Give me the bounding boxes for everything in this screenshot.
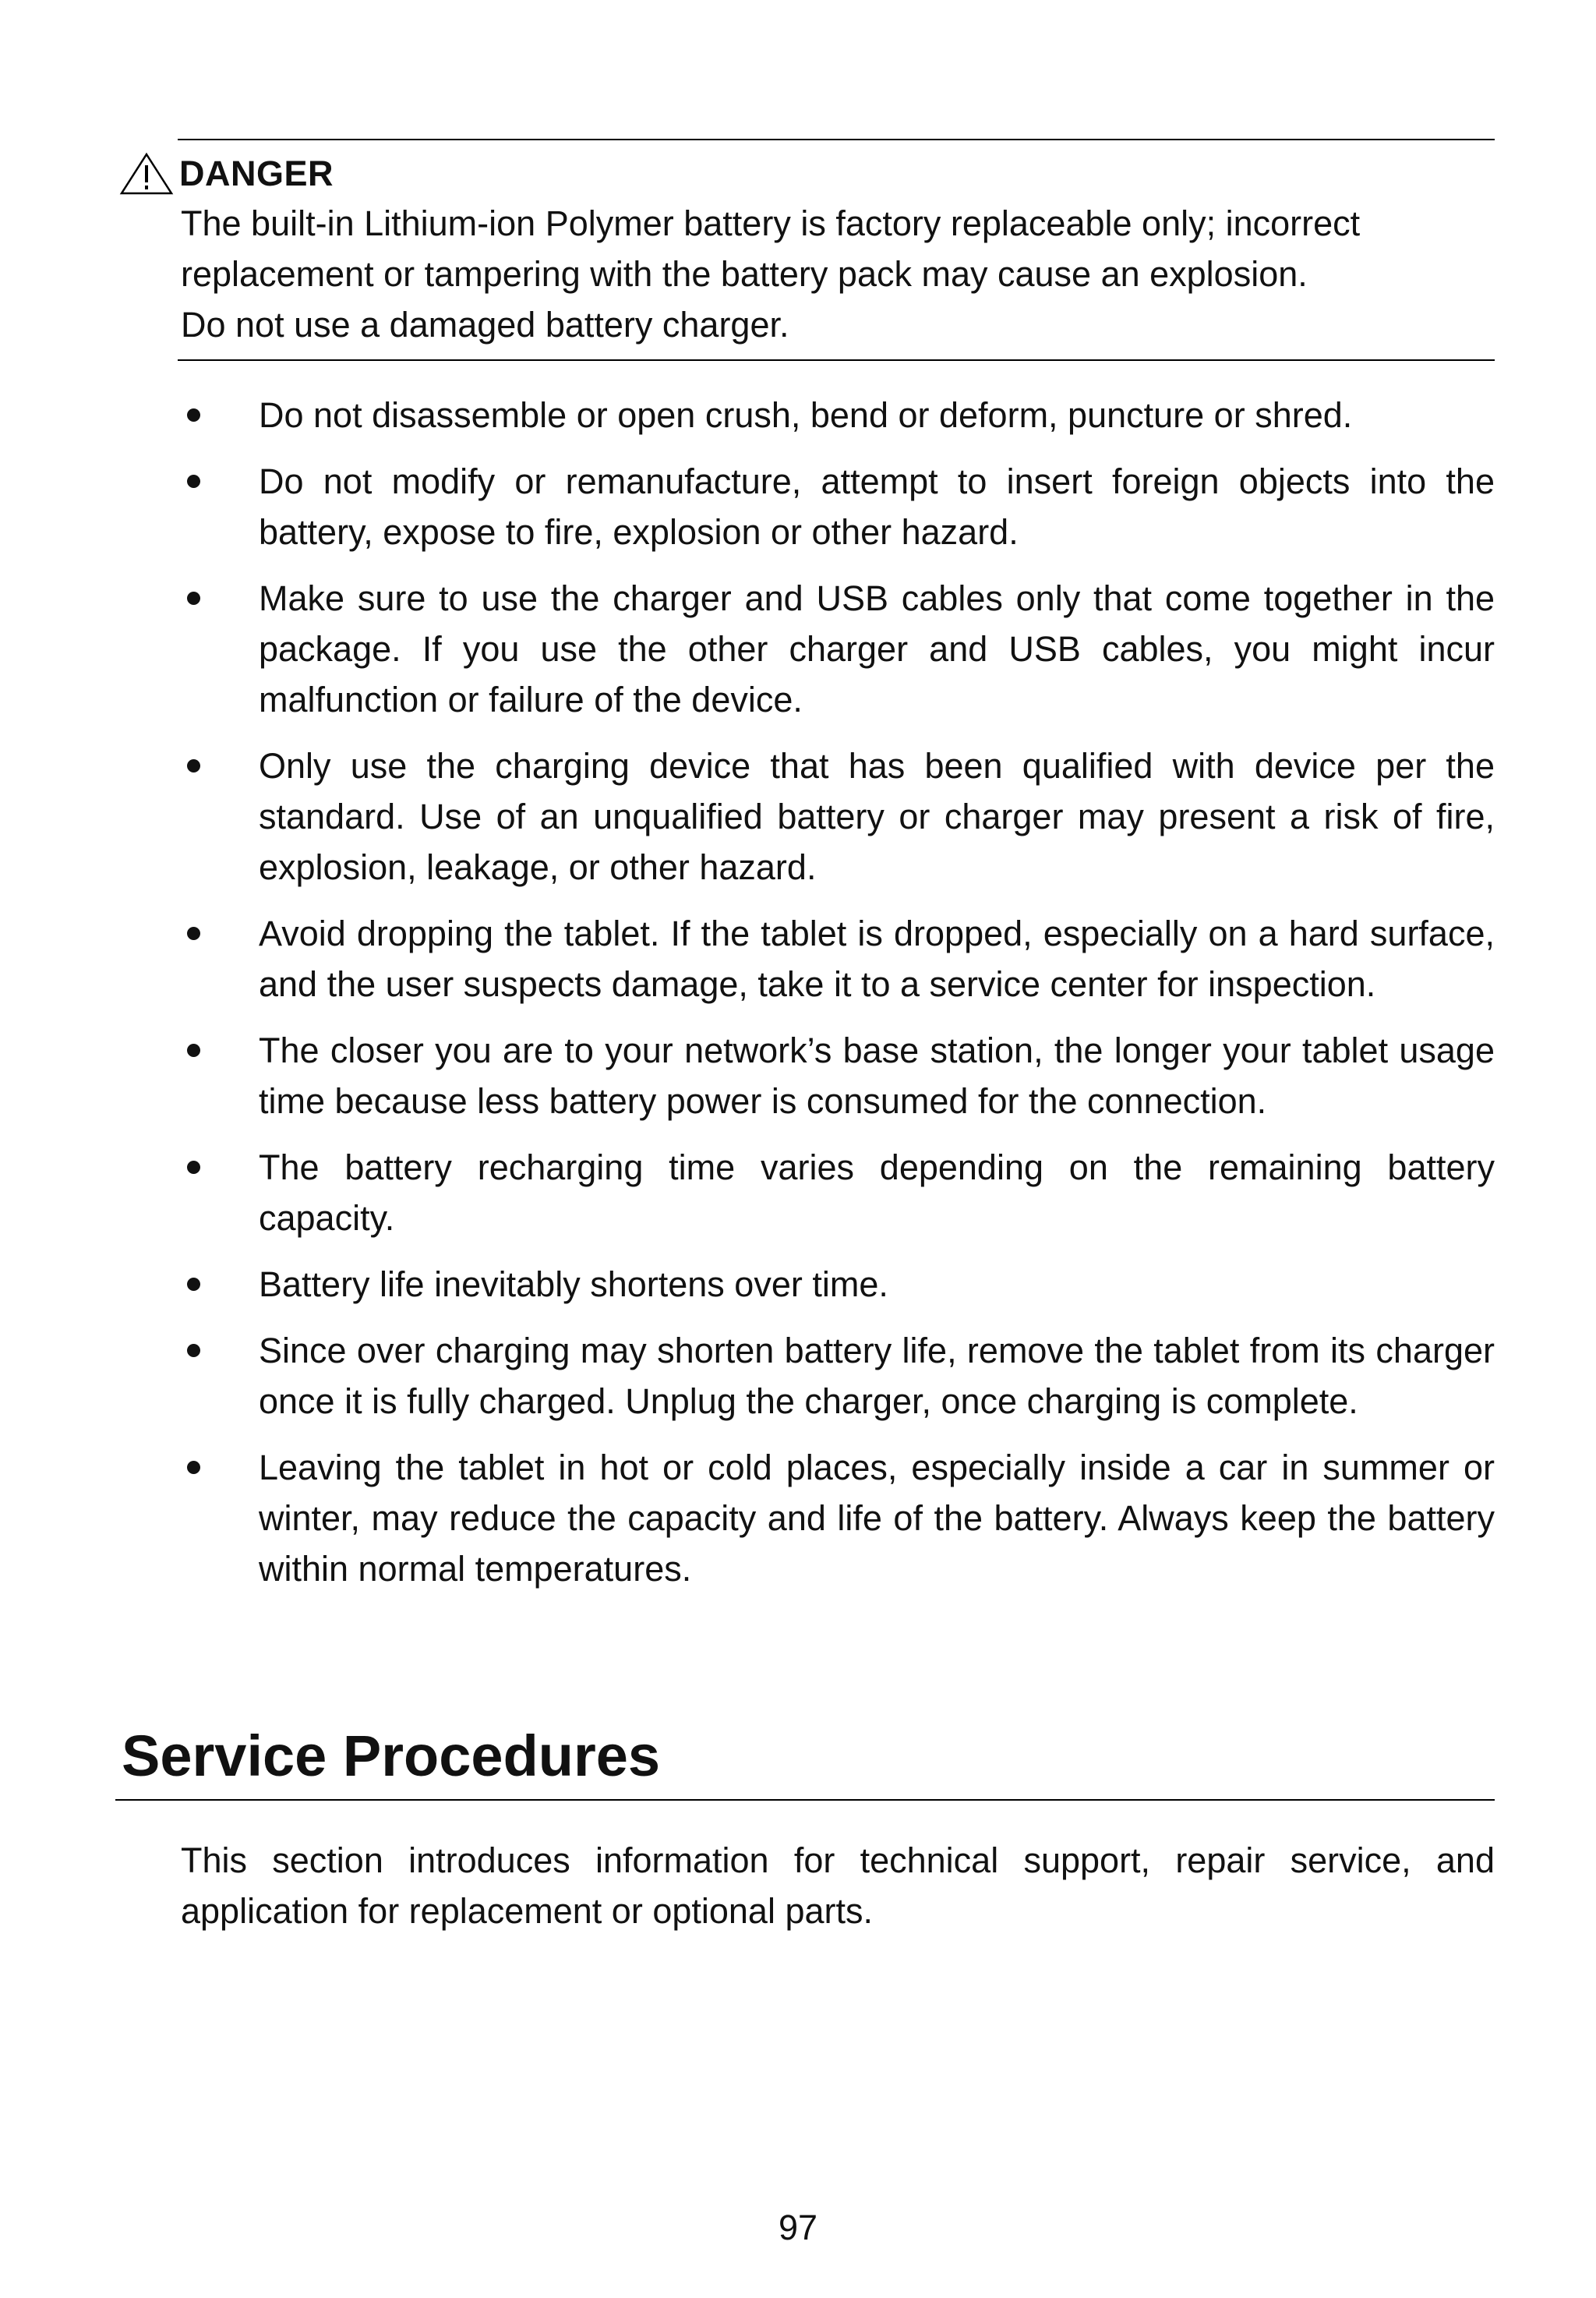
list-item bbox=[178, 741, 1495, 893]
bullet-icon bbox=[187, 592, 200, 605]
bullet-icon bbox=[187, 408, 200, 422]
danger-title: DANGER bbox=[179, 154, 334, 193]
page-number: 97 bbox=[778, 2208, 818, 2247]
list-item bbox=[178, 908, 1495, 1009]
list-item-text: Only use the charging device that has been qualified with device per the standard. Use of an unqualified battery or charger may present a risk of fire, explosion, leakage, or other hazard. bbox=[259, 746, 1495, 887]
list-item bbox=[178, 1142, 1495, 1243]
section-intro: This section introduces information for technical support, repair service, and application for replacement or optional parts. bbox=[181, 1840, 1495, 1931]
section-heading: Service Procedures bbox=[115, 1721, 1495, 1801]
bullet-icon bbox=[187, 927, 200, 940]
bullet-icon bbox=[187, 1278, 200, 1291]
list-item bbox=[178, 456, 1495, 557]
list-item-text: The closer you are to your network’s base station, the longer your tablet usage time because less battery power is consumed for the connection. bbox=[259, 1031, 1495, 1121]
list-item-text: Leaving the tablet in hot or cold places, especially inside a car in summer or winter, may reduce the capacity and life of the battery. Always keep the battery within normal temperatures. bbox=[259, 1448, 1495, 1589]
list-item bbox=[178, 573, 1495, 725]
bullet-icon bbox=[187, 759, 200, 772]
bullet-icon bbox=[187, 1344, 200, 1357]
list-item bbox=[178, 1259, 1495, 1310]
list-item-text: The battery recharging time varies depending on the remaining battery capacity. bbox=[259, 1147, 1495, 1238]
bullet-icon bbox=[187, 1161, 200, 1174]
bullet-icon bbox=[187, 1044, 200, 1057]
warning-triangle-icon bbox=[118, 151, 175, 196]
list-item-text: Do not disassemble or open crush, bend or deform, puncture or shred. bbox=[259, 395, 1353, 435]
list-item bbox=[178, 1025, 1495, 1126]
list-item bbox=[178, 1325, 1495, 1427]
bullet-icon bbox=[187, 475, 200, 488]
danger-notice bbox=[178, 139, 1495, 361]
battery-safety-list bbox=[178, 390, 1495, 1610]
list-item-text: Avoid dropping the tablet. If the tablet is dropped, especially on a hard surface, and the user suspects damage, take it to a service center for inspection. bbox=[259, 914, 1495, 1004]
bullet-icon bbox=[187, 1461, 200, 1474]
danger-line: replacement or tampering with the battery pack may cause an explosion. bbox=[181, 254, 1308, 294]
list-item-text: Since over charging may shorten battery life, remove the tablet from its charger once it is fully charged. Unplug the charger, once charging is complete. bbox=[259, 1331, 1495, 1421]
list-item-text: Do not modify or remanufacture, attempt to insert foreign objects into the battery, expose to fire, explosion or other hazard. bbox=[259, 461, 1495, 552]
danger-line: The built-in Lithium-ion Polymer battery is factory replaceable only; incorrect bbox=[181, 203, 1361, 243]
list-item bbox=[178, 1442, 1495, 1594]
danger-header bbox=[118, 151, 1495, 196]
danger-line: Do not use a damaged battery charger. bbox=[181, 305, 789, 345]
list-item bbox=[178, 390, 1495, 440]
danger-text bbox=[181, 198, 1495, 350]
list-item-text: Make sure to use the charger and USB cables only that come together in the package. If you use the other charger and USB cables, you might incur malfunction or failure of the device. bbox=[259, 578, 1495, 719]
list-item-text: Battery life inevitably shortens over time. bbox=[259, 1264, 888, 1304]
